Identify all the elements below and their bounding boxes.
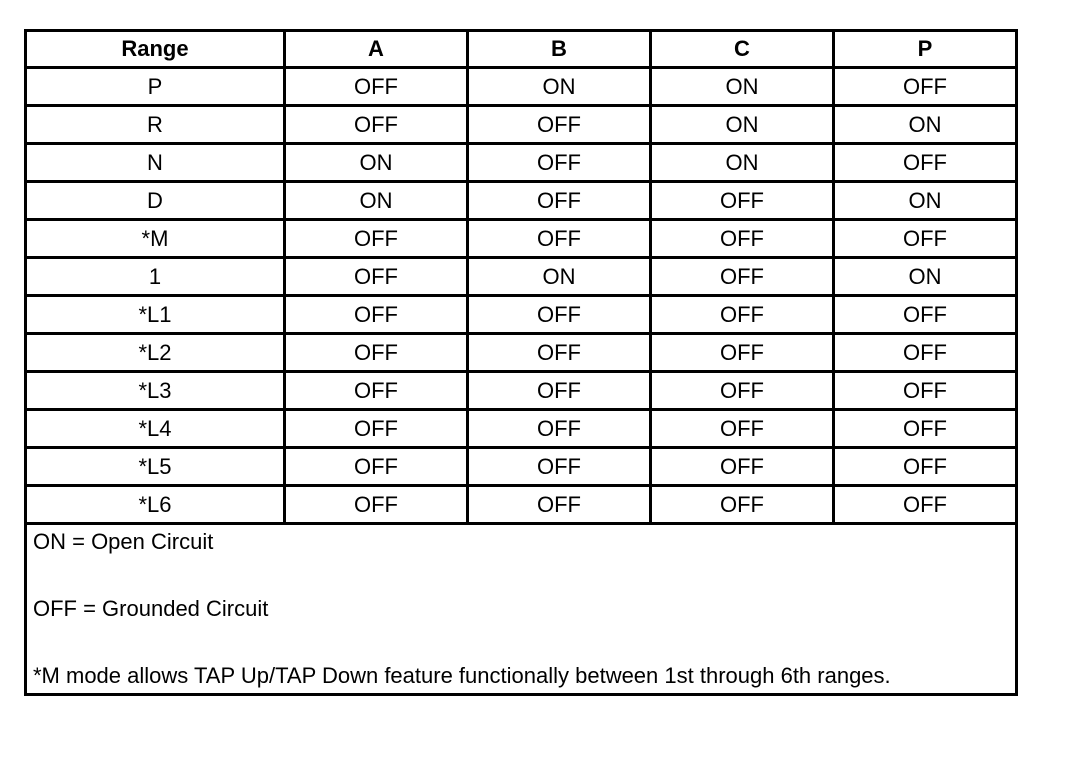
cell-p: OFF	[834, 334, 1017, 372]
table-row	[26, 410, 1017, 448]
cell-range: *L6	[26, 486, 285, 524]
cell-c: ON	[651, 144, 834, 182]
cell-b: OFF	[468, 372, 651, 410]
cell-a: OFF	[285, 296, 468, 334]
cell-b: OFF	[468, 410, 651, 448]
table-row	[26, 144, 1017, 182]
table-row	[26, 372, 1017, 410]
cell-b: ON	[468, 258, 651, 296]
cell-b: ON	[468, 68, 651, 106]
cell-c: OFF	[651, 258, 834, 296]
cell-c: OFF	[651, 296, 834, 334]
table-row	[26, 334, 1017, 372]
notes-cell	[26, 524, 1017, 695]
cell-p: OFF	[834, 220, 1017, 258]
cell-range: 1	[26, 258, 285, 296]
cell-a: OFF	[285, 372, 468, 410]
cell-b: OFF	[468, 486, 651, 524]
cell-a: OFF	[285, 334, 468, 372]
header-range: Range	[26, 31, 285, 68]
cell-b: OFF	[468, 144, 651, 182]
note-m-mode: *M mode allows TAP Up/TAP Down feature functionally between 1st through 6th ranges.	[33, 663, 891, 688]
cell-p: ON	[834, 258, 1017, 296]
cell-range: N	[26, 144, 285, 182]
cell-c: OFF	[651, 372, 834, 410]
cell-range: *L1	[26, 296, 285, 334]
table-row	[26, 182, 1017, 220]
cell-a: OFF	[285, 486, 468, 524]
cell-range: *L2	[26, 334, 285, 372]
notes-row	[26, 524, 1017, 695]
cell-b: OFF	[468, 106, 651, 144]
cell-p: OFF	[834, 296, 1017, 334]
table-row	[26, 296, 1017, 334]
header-b: B	[468, 31, 651, 68]
range-switch-table	[24, 29, 1018, 696]
cell-a: OFF	[285, 258, 468, 296]
cell-a: OFF	[285, 220, 468, 258]
header-c: C	[651, 31, 834, 68]
cell-c: OFF	[651, 334, 834, 372]
cell-b: OFF	[468, 296, 651, 334]
cell-p: ON	[834, 106, 1017, 144]
cell-b: OFF	[468, 334, 651, 372]
cell-c: OFF	[651, 410, 834, 448]
cell-c: ON	[651, 68, 834, 106]
table-row	[26, 258, 1017, 296]
cell-range: *L4	[26, 410, 285, 448]
cell-range: *L5	[26, 448, 285, 486]
cell-a: OFF	[285, 106, 468, 144]
cell-p: OFF	[834, 68, 1017, 106]
cell-a: OFF	[285, 448, 468, 486]
table-row	[26, 448, 1017, 486]
cell-range: *L3	[26, 372, 285, 410]
header-p: P	[834, 31, 1017, 68]
note-on-definition: ON = Open Circuit	[33, 529, 214, 554]
header-row	[26, 31, 1017, 68]
table-row	[26, 486, 1017, 524]
cell-c: OFF	[651, 182, 834, 220]
cell-c: ON	[651, 106, 834, 144]
cell-range: D	[26, 182, 285, 220]
cell-a: ON	[285, 144, 468, 182]
header-a: A	[285, 31, 468, 68]
table-row	[26, 68, 1017, 106]
cell-p: OFF	[834, 410, 1017, 448]
cell-b: OFF	[468, 182, 651, 220]
cell-c: OFF	[651, 486, 834, 524]
cell-b: OFF	[468, 448, 651, 486]
cell-p: OFF	[834, 448, 1017, 486]
table-row	[26, 106, 1017, 144]
cell-c: OFF	[651, 448, 834, 486]
note-off-definition: OFF = Grounded Circuit	[33, 596, 269, 621]
cell-p: OFF	[834, 486, 1017, 524]
cell-a: OFF	[285, 410, 468, 448]
table-row	[26, 220, 1017, 258]
cell-p: OFF	[834, 144, 1017, 182]
cell-p: ON	[834, 182, 1017, 220]
cell-range: R	[26, 106, 285, 144]
cell-p: OFF	[834, 372, 1017, 410]
cell-range: P	[26, 68, 285, 106]
cell-b: OFF	[468, 220, 651, 258]
cell-a: ON	[285, 182, 468, 220]
table-body	[26, 68, 1017, 524]
cell-a: OFF	[285, 68, 468, 106]
cell-c: OFF	[651, 220, 834, 258]
cell-range: *M	[26, 220, 285, 258]
